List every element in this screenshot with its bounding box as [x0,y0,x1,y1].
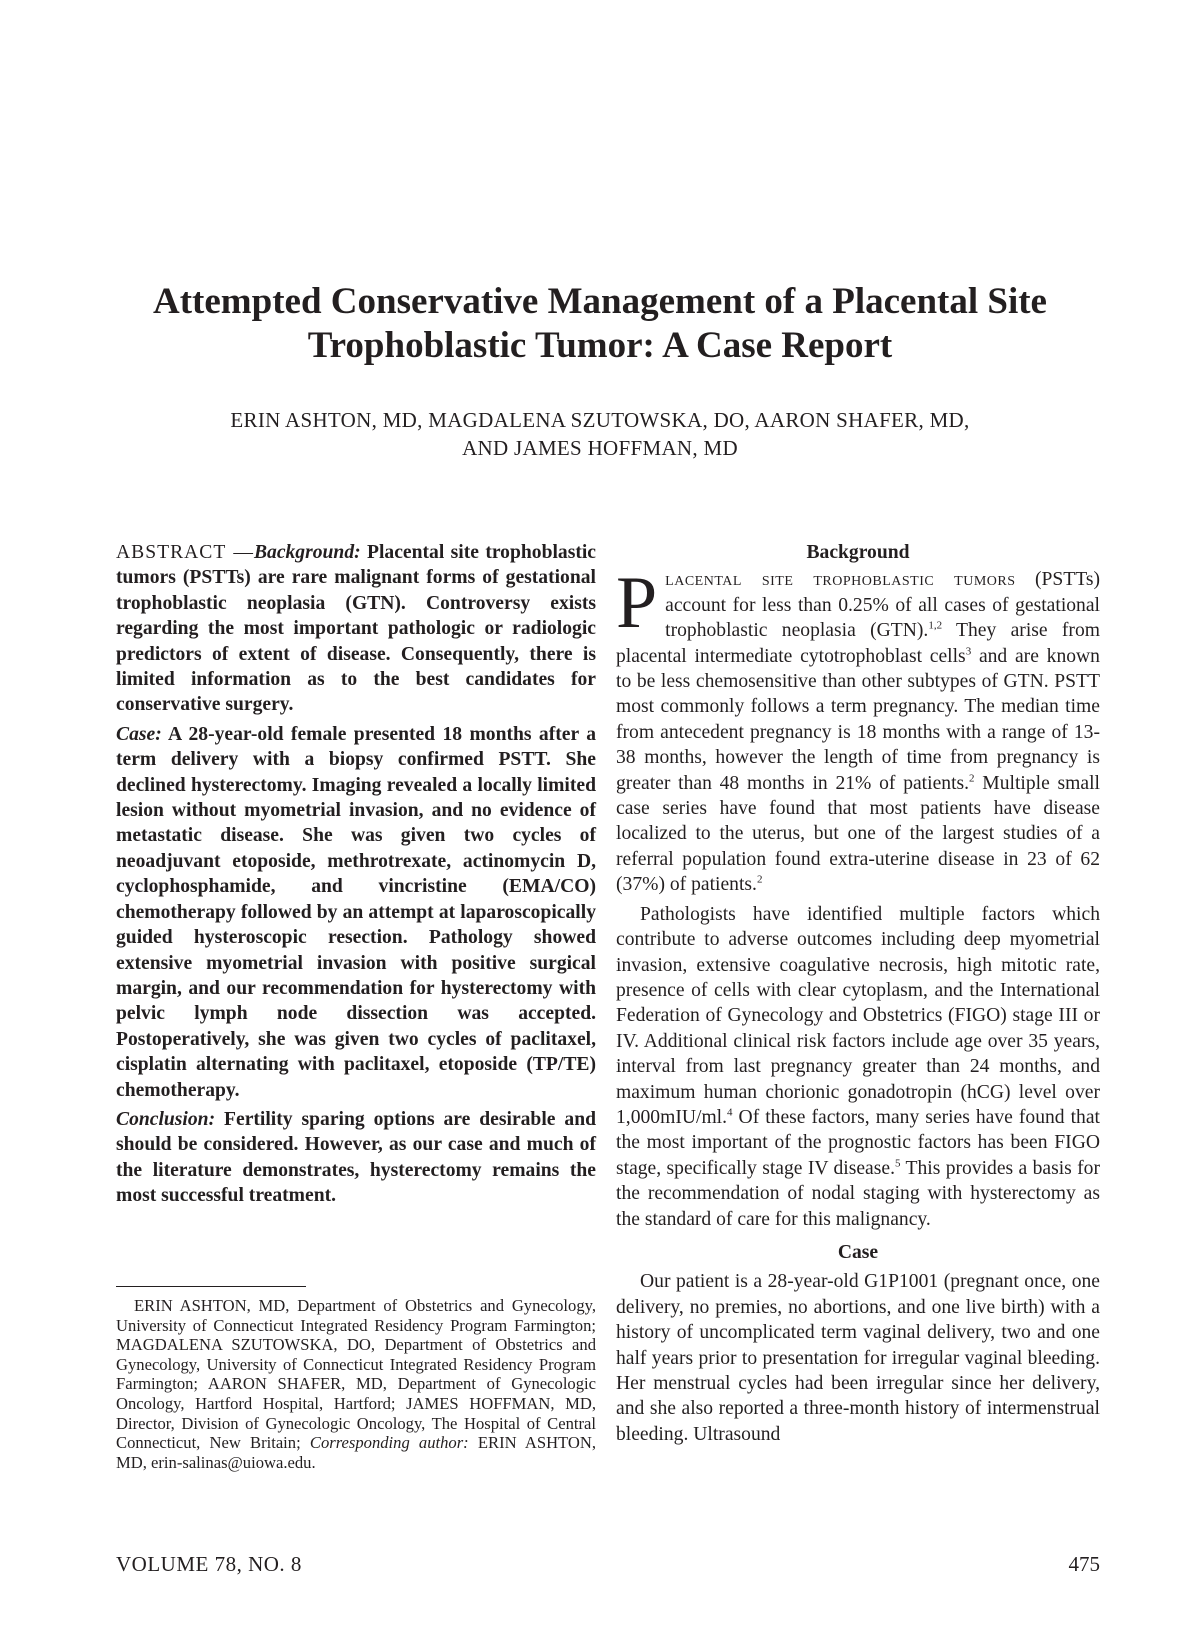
abstract-lead: ABSTRACT — [116,542,254,563]
abstract-conclusion [116,1107,596,1209]
background-p1-text-b: They arise from placental intermediate cytotrophoblast cells [616,620,1100,667]
case-heading: Case [837,1241,879,1263]
author-list [100,406,1100,462]
background-p1-text-c: and are known to be less chemosensitive than other subtypes of GTN. PSTT most commonly follows a term pregnancy. The median time from antecedent pregnancy is 18 months with a range of 13-38 months, however the length of time from pregnancy is greater than 48 months in 21% of patients. [616,645,1100,794]
abstract-case-label: Case: [116,723,162,745]
abstract-background-text: Placental site trophoblastic tumors (PSTTs) are rare malignant forms of gestational trophoblastic neoplasia (GTN). Controversy exists regarding the most important pathologic or radiologic predictors of extent of disease. Consequently, there is limited information as to the best candidates for conservative surgery. [116,542,596,716]
citation-ref: 2 [969,772,975,785]
abstract-case [116,722,596,1103]
background-paragraph-2 [616,902,1100,1232]
body-column-right [616,540,1100,1447]
abstract-conclusion-label: Conclusion: [116,1108,216,1130]
background-p2-text-c: This provides a basis for the recommendation of nodal staging with hysterectomy as the standard of care for this malignancy. [616,1157,1100,1230]
citation-ref: 3 [965,645,972,658]
background-p1-text-d: Multiple small case series have found that most patients have disease localized to the uterus, but one of the largest studies of a referral population found extra-uterine disease in 23 of 62 (37%) of patients. [616,772,1100,896]
footnote-affiliations: ERIN ASHTON, MD, Department of Obstetrics and Gynecology, University of Connecticut Integrated Residency Program Farmington; MAGDALENA SZUTOWSKA, DO, Department of Obstetrics and Gynecology, University of Connecticut Integrated Residency Program Farmington; AARON SHAFER, MD, Department of Gynecologic Oncology, Hartford Hospital, Hartford; JAMES HOFFMAN, MD, Director, Division of Gynecologic Oncology, The Hospital of Central Connecticut, New Britain; [116,1296,596,1453]
background-heading: Background [806,542,910,563]
page-number: 475 [1068,1552,1100,1576]
author-affiliations-footnote [116,1296,596,1472]
citation-ref: 4 [727,1106,733,1119]
citation-ref: 1,2 [928,619,943,632]
background-p2-text-b: Of these factors, many series have found that the most important of the prognostic factors has been FIGO stage, specifically stage IV disease. [616,1106,1100,1179]
title-line-2: Trophoblastic Tumor: A Case Report [307,325,893,366]
background-p2-text-a: Pathologists have identified multiple factors which contribute to adverse outcomes including deep myometrial invasion, extensive coagulative necrosis, high mitotic rate, presence of cells with clear cytoplasm, and the International Federation of Gynecology and Obstetrics (FIGO) stage III or IV. Additional clinical risk factors include age over 35 years, interval from last pregnancy greater than 24 months, and maximum human chorionic gonadotropin (hCG) level over 1,000mIU/ml. [616,903,1100,1128]
citation-ref: 2 [756,873,763,886]
abstract-case-text: A 28-year-old female presented 18 months after a term delivery with a biopsy confirmed PSTT. She declined hysterectomy. Imaging revealed a locally limited lesion without myometrial invasion, and no evidence of metastatic disease. She was given two cycles of neoadjuvant etoposide, methrotrexate, actinomycin D, cyclophosphamide, and vincristine (EMA/CO) chemotherapy followed by an attempt at laparoscopically guided hysteroscopic resection. Pathology showed extensive myometrial invasion with positive surgical margin, and our recommendation for hysterectomy with pelvic lymph node dissection was accepted. Postoperatively, she was given two cycles of paclitaxel, cisplatin alternating with paclitaxel, etoposide (TP/TE) chemotherapy. [116,723,596,1101]
background-p1-text-a: (PSTTs) account for less than 0.25% of all cases of gestational trophoblastic neoplasia (GTN). [665,569,1100,642]
case-paragraph-1: Our patient is a 28-year-old G1P1001 (pregnant once, one delivery, no premies, no abortions, and one live birth) with a history of uncomplicated term vaginal delivery, two and one half years prior to presentation for irregular vaginal bleeding. Her menstrual cycles had been irregular since her delivery, and she also reported a three-month history of intermenstrual bleeding. Ultrasound [616,1271,1100,1445]
abstract-background-label: Background: [253,542,361,563]
abstract-background [116,540,596,718]
title-line-1: Attempted Conservative Management of a Placental Site [153,281,1047,322]
drop-cap: P [616,562,658,645]
background-smallcaps-lead: lacental site trophoblastic tumors [665,569,1016,591]
authors-line-1: ERIN ASHTON, MD, MAGDALENA SZUTOWSKA, DO, AARON SHAFER, MD, [230,408,970,432]
footnote-corresponding-label: Corresponding author: [309,1433,469,1453]
footnote-corresponding-contact: ERIN ASHTON, MD, erin-salinas@uiowa.edu. [116,1433,597,1472]
footnote-divider [116,1286,306,1287]
background-paragraph-1 [616,562,1100,897]
authors-line-2: AND JAMES HOFFMAN, MD [462,436,738,460]
citation-ref: 5 [894,1157,901,1170]
abstract [116,540,596,1213]
journal-volume: VOLUME 78, NO. 8 [116,1552,302,1576]
abstract-conclusion-text: Fertility sparing options are desirable and should be considered. However, as our case and much of the literature demonstrates, hysterectomy remains the most successful treatment. [116,1108,596,1207]
article-title [100,280,1100,368]
